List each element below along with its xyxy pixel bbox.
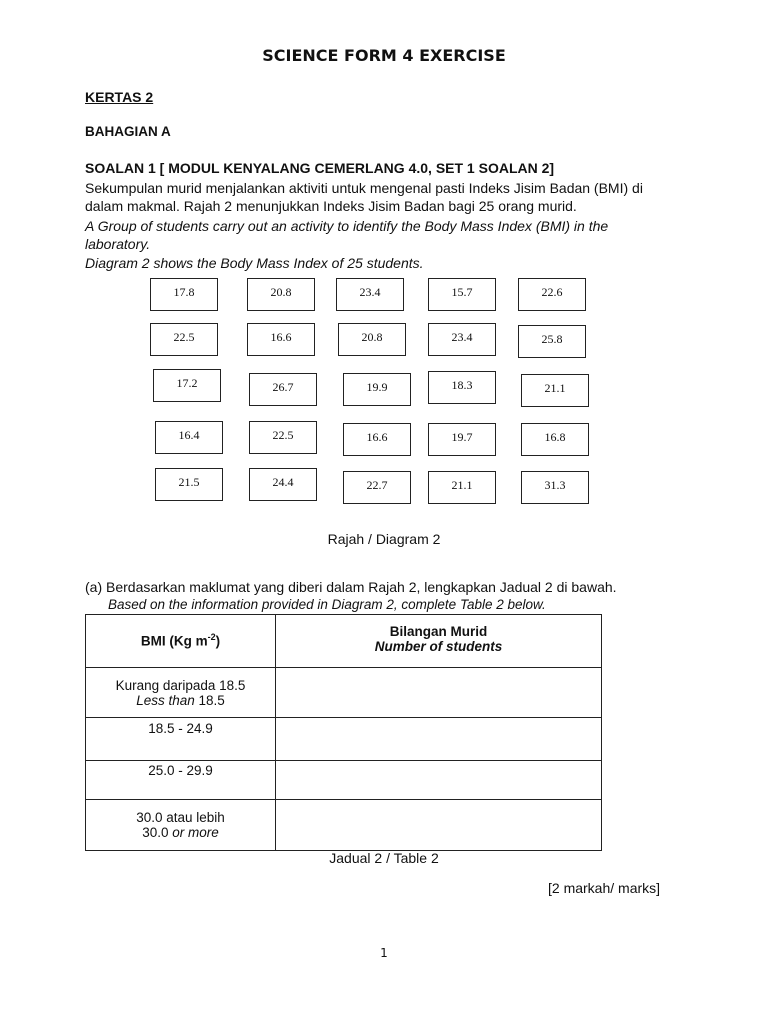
bmi-value-box: 16.4 [155, 421, 223, 454]
bmi-value-box: 21.5 [155, 468, 223, 501]
row-label-en-italic: Less than [136, 693, 195, 708]
bmi-value-box: 17.2 [153, 369, 221, 402]
question-a-en: Based on the information provided in Diagram 2, complete Table 2 below. [108, 597, 546, 612]
bmi-value-box: 22.5 [249, 421, 317, 454]
row-label-ms: 25.0 - 29.9 [148, 763, 213, 778]
table-row-label [86, 761, 276, 800]
bmi-value-box: 17.8 [150, 278, 218, 311]
answer-table [85, 614, 602, 851]
bmi-value-box: 23.4 [428, 323, 496, 356]
bmi-value-box: 20.8 [247, 278, 315, 311]
table-row-label [86, 718, 276, 761]
row-label-en [86, 825, 275, 840]
marks-label: [2 markah/ marks] [548, 880, 661, 896]
bmi-value-box: 22.6 [518, 278, 586, 311]
intro-ms-line-1: Sekumpulan murid menjalankan aktiviti untuk mengenal pasti Indeks Jisim Badan (BMI) di [85, 180, 643, 196]
bmi-value-box: 16.6 [343, 423, 411, 456]
document-title: SCIENCE FORM 4 EXERCISE [262, 46, 506, 65]
question-heading: SOALAN 1 [ MODUL KENYALANG CEMERLANG 4.0, SET 1 SOALAN 2] [85, 160, 555, 176]
bmi-value-box: 25.8 [518, 325, 586, 358]
row-label-ms: 30.0 atau lebih [136, 810, 225, 825]
bmi-value-box: 16.8 [521, 423, 589, 456]
bmi-value-box: 19.7 [428, 423, 496, 456]
table-row-label [86, 668, 276, 718]
header-bmi-close: ) [215, 633, 221, 649]
answer-cell[interactable] [276, 718, 602, 761]
header-bmi-superscript: -2 [207, 632, 216, 642]
intro-en-line-3: Diagram 2 shows the Body Mass Index of 25 students. [85, 255, 424, 271]
bmi-value-box: 26.7 [249, 373, 317, 406]
header-bmi-text: BMI (Kg m [140, 633, 208, 649]
answer-cell[interactable] [276, 761, 602, 800]
bmi-value-box: 19.9 [343, 373, 411, 406]
section-label: BAHAGIAN A [85, 124, 171, 139]
diagram-caption: Rajah / Diagram 2 [327, 531, 441, 547]
table-caption: Jadual 2 / Table 2 [329, 850, 439, 866]
bmi-value-box: 20.8 [338, 323, 406, 356]
row-label-en-rest: 18.5 [194, 693, 225, 708]
bmi-value-box: 24.4 [249, 468, 317, 501]
table-row-label [86, 800, 276, 851]
row-label-en-italic: or more [172, 825, 219, 840]
header-count-en: Number of students [374, 639, 503, 654]
question-a-ms: (a) Berdasarkan maklumat yang diberi dalam Rajah 2, lengkapkan Jadual 2 di bawah. [85, 579, 617, 595]
row-label-ms: 18.5 - 24.9 [148, 721, 213, 736]
bmi-value-box: 22.7 [343, 471, 411, 504]
header-count-ms: Bilangan Murid [389, 624, 488, 639]
answer-cell[interactable] [276, 668, 602, 718]
paper-label: KERTAS 2 [85, 89, 154, 105]
bmi-value-box: 21.1 [521, 374, 589, 407]
bmi-value-box: 31.3 [521, 471, 589, 504]
table-header-bmi [86, 615, 276, 668]
row-label-ms: Kurang daripada 18.5 [115, 678, 246, 693]
table-header-count [276, 615, 602, 668]
row-label-en [86, 693, 275, 708]
intro-en-line-1: A Group of students carry out an activity to identify the Body Mass Index (BMI) in the [85, 218, 609, 234]
intro-en-line-2: laboratory. [85, 236, 151, 252]
bmi-value-box: 16.6 [247, 323, 315, 356]
answer-cell[interactable] [276, 800, 602, 851]
row-label-en-rest: 30.0 [142, 825, 173, 840]
bmi-value-box: 18.3 [428, 371, 496, 404]
page-number: 1 [380, 946, 388, 960]
bmi-value-box: 22.5 [150, 323, 218, 356]
bmi-value-box: 15.7 [428, 278, 496, 311]
bmi-value-box: 21.1 [428, 471, 496, 504]
bmi-value-box: 23.4 [336, 278, 404, 311]
intro-ms-line-2: dalam makmal. Rajah 2 menunjukkan Indeks Jisim Badan bagi 25 orang murid. [85, 198, 577, 214]
